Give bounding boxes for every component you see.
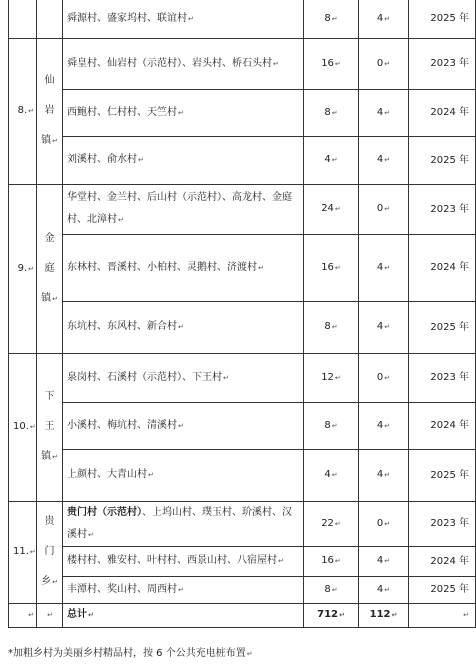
villages-cell: [63, 234, 304, 301]
villages-text: 小溪村、梅坑村、清溪村: [67, 419, 177, 431]
spots-value: 4: [376, 583, 384, 595]
villages-cell: [63, 449, 304, 501]
table-row: [9, 301, 476, 353]
table-row: [9, 184, 476, 234]
town-char: 下: [44, 391, 55, 402]
year-value: 2024 年: [430, 555, 469, 567]
piles-value: 8: [324, 583, 331, 595]
year-cell: [409, 234, 476, 301]
spots-value: 0: [376, 517, 384, 529]
table-row: [9, 576, 476, 603]
town-cell: [37, 38, 63, 184]
footnote-text: *加粗乡村为美丽乡村精品村，按 6 个公共充电桩布置: [8, 648, 246, 659]
year-value: 2023 年: [430, 518, 469, 529]
spots-cell: [359, 546, 409, 576]
no-cell: [9, 184, 37, 353]
spots-value: 4: [376, 261, 384, 273]
total-spots-cell: [359, 603, 409, 627]
para-mark: ↵: [334, 263, 341, 272]
para-mark: ↵: [148, 471, 154, 479]
town-char: 门: [44, 546, 55, 557]
para-mark: ↵: [47, 611, 53, 619]
villages-text: 、上坞山村、璞玉村、玠溪村、汉溪村: [67, 506, 292, 540]
para-mark: ↵: [28, 264, 34, 273]
villages-cell: [63, 301, 304, 353]
villages-cell: [63, 501, 304, 546]
para-mark: ↵: [331, 14, 338, 23]
row-number: 11.: [13, 546, 29, 557]
para-mark: ↵: [334, 59, 341, 68]
year-cell: [409, 301, 476, 353]
year-value: 2025 年: [430, 469, 469, 481]
spots-value: 4: [376, 106, 384, 118]
piles-value: 16: [321, 57, 334, 69]
spots-cell: [359, 89, 409, 136]
para-mark: ↵: [118, 216, 124, 224]
table-row: [9, 501, 476, 546]
total-row: [9, 603, 476, 627]
spots-value: 0: [376, 203, 384, 214]
para-mark: ↵: [384, 323, 391, 331]
para-mark: ↵: [88, 530, 94, 539]
para-mark: ↵: [246, 650, 253, 658]
town-char: 镇: [41, 451, 52, 462]
year-cell: [409, 89, 476, 136]
villages-text: 西鲍村、仁村村、天竺村: [67, 106, 177, 118]
para-mark: ↵: [331, 585, 338, 594]
year-value: 2025 年: [430, 584, 469, 595]
spots-value: 4: [376, 555, 384, 566]
para-mark: ↵: [334, 557, 341, 565]
para-mark: ↵: [384, 14, 391, 23]
piles-cell: [304, 301, 359, 353]
spots-value: 0: [376, 57, 384, 69]
year-cell: [409, 38, 476, 89]
total-piles-cell: [304, 603, 359, 627]
piles-cell: [304, 546, 359, 576]
para-mark: ↵: [331, 471, 338, 479]
town-char: 金: [44, 232, 55, 244]
town-char: 仙: [44, 75, 55, 86]
row-number: 9.: [17, 262, 28, 274]
year-cell: [409, 449, 476, 501]
para-mark: ↵: [188, 14, 194, 23]
para-mark: ↵: [278, 557, 284, 565]
villages-text: 丰潭村、奖山村、周西村: [67, 583, 177, 595]
no-cell: [9, 353, 37, 501]
year-cell: [409, 501, 476, 546]
year-cell: [409, 184, 476, 234]
town-cell: [37, 353, 63, 501]
villages-cell: [63, 136, 304, 184]
para-mark: ↵: [52, 294, 58, 303]
spots-cell: [359, 501, 409, 546]
table-row: [9, 89, 476, 136]
table-row: [9, 402, 476, 449]
para-mark: ↵: [391, 611, 398, 619]
no-cell: [9, 38, 37, 184]
piles-cell: [304, 38, 359, 89]
piles-value: 16: [321, 555, 334, 566]
para-mark: ↵: [384, 156, 391, 164]
year-value: 2024 年: [430, 420, 469, 431]
year-value: 2023 年: [430, 203, 469, 215]
para-mark: ↵: [384, 263, 391, 272]
piles-value: 12: [321, 371, 334, 383]
piles-value: 8: [324, 12, 331, 24]
villages-cell: [63, 546, 304, 576]
para-mark: ↵: [331, 108, 338, 117]
total-spots-value: 112: [369, 609, 391, 620]
villages-text: 楼村村、雅安村、叶村村、西景山村、八宿屋村: [67, 555, 277, 566]
no-cell: [9, 0, 37, 38]
piles-value: 8: [324, 321, 331, 332]
villages-text-bold: 贵门村（示范村）: [67, 506, 142, 518]
town-char: 王: [44, 421, 55, 432]
town-cell: [37, 603, 63, 627]
year-cell: [409, 603, 476, 627]
piles-cell: [304, 501, 359, 546]
town-char: 岩: [44, 105, 55, 116]
para-mark: ↵: [334, 205, 341, 213]
piles-value: 24: [321, 203, 334, 214]
year-value: 2025 年: [430, 154, 469, 166]
para-mark: ↵: [334, 519, 341, 528]
piles-value: 8: [324, 419, 331, 431]
piles-cell: [304, 234, 359, 301]
piles-value: 8: [324, 106, 331, 118]
villages-text: 东坑村、东风村、新合村: [67, 321, 177, 332]
piles-cell: [304, 402, 359, 449]
town-char: 贵: [44, 516, 55, 527]
table-row: [9, 136, 476, 184]
piles-cell: [304, 576, 359, 603]
spots-value: 4: [376, 419, 384, 431]
para-mark: ↵: [331, 156, 338, 164]
para-mark: ↵: [52, 578, 58, 586]
para-mark: ↵: [138, 156, 144, 164]
villages-cell: [63, 89, 304, 136]
table-row: [9, 38, 476, 89]
total-piles-value: 712: [317, 609, 338, 620]
para-mark: ↵: [223, 373, 229, 382]
piles-value: 4: [324, 469, 331, 480]
total-label-cell: [63, 603, 304, 627]
piles-cell: [304, 184, 359, 234]
para-mark: ↵: [331, 421, 338, 430]
year-cell: [409, 0, 476, 38]
para-mark: ↵: [29, 423, 36, 431]
no-cell: [9, 501, 37, 603]
year-value: 2023 年: [430, 372, 469, 383]
year-value: 2024 年: [430, 107, 469, 118]
para-mark: ↵: [334, 373, 341, 382]
table-row: [9, 234, 476, 301]
villages-text: 刘溪村、俞水村: [67, 154, 137, 165]
villages-text: 舜源村、盛家坞村、联谊村: [67, 12, 187, 24]
piles-cell: [304, 89, 359, 136]
piles-cell: [304, 449, 359, 501]
spots-value: 4: [376, 469, 384, 480]
spots-value: 0: [376, 371, 384, 383]
para-mark: ↵: [28, 611, 34, 619]
table-row: [9, 546, 476, 576]
para-mark: ↵: [384, 59, 391, 68]
piles-cell: [304, 353, 359, 402]
year-cell: [409, 353, 476, 402]
year-value: 2025 年: [430, 13, 469, 25]
year-cell: [409, 136, 476, 184]
para-mark: ↵: [384, 585, 391, 594]
villages-cell: [63, 38, 304, 89]
spots-cell: [359, 449, 409, 501]
spots-cell: [359, 234, 409, 301]
villages-text: 东林村、晋溪村、小柏村、灵鹅村、济渡村: [67, 261, 257, 273]
para-mark: ↵: [384, 471, 391, 479]
year-value: 2025 年: [430, 321, 469, 333]
year-value: 2023 年: [430, 58, 469, 69]
para-mark: ↵: [384, 205, 391, 213]
para-mark: ↵: [384, 108, 391, 117]
para-mark: ↵: [258, 263, 264, 272]
spots-cell: [359, 184, 409, 234]
spots-value: 4: [376, 12, 384, 24]
para-mark: ↵: [331, 323, 338, 331]
spots-cell: [359, 0, 409, 38]
para-mark: ↵: [178, 585, 184, 594]
spots-cell: [359, 38, 409, 89]
para-mark: ↵: [384, 557, 391, 565]
footnote: [8, 644, 253, 659]
villages-cell: [63, 576, 304, 603]
town-cell: [37, 501, 63, 603]
para-mark: ↵: [384, 373, 391, 382]
villages-cell: [63, 402, 304, 449]
table-row: [9, 353, 476, 402]
no-cell: [9, 603, 37, 627]
para-mark: ↵: [339, 611, 345, 619]
piles-cell: [304, 136, 359, 184]
town-cell: [37, 0, 63, 38]
para-mark: ↵: [29, 548, 36, 556]
year-cell: [409, 402, 476, 449]
row-number: 8.: [17, 105, 28, 116]
para-mark: ↵: [178, 108, 184, 117]
spots-cell: [359, 353, 409, 402]
spots-value: 4: [376, 154, 384, 165]
para-mark: ↵: [28, 107, 34, 115]
para-mark: ↵: [384, 421, 391, 430]
town-char: 镇: [41, 135, 52, 146]
villages-text: 华堂村、金兰村、后山村（示范村）、高龙村、金庭村、北漳村: [67, 192, 292, 225]
spots-value: 4: [376, 321, 384, 332]
para-mark: ↵: [273, 59, 279, 68]
para-mark: ↵: [384, 519, 391, 528]
piles-cell: [304, 0, 359, 38]
total-label: 总计: [67, 609, 87, 620]
villages-cell: [63, 353, 304, 402]
spots-cell: [359, 301, 409, 353]
town-cell: [37, 184, 63, 353]
para-mark: ↵: [52, 453, 58, 461]
villages-cell: [63, 0, 304, 38]
table-row: [9, 449, 476, 501]
spots-cell: [359, 136, 409, 184]
villages-text: 泉岗村、石溪村（示范村）、下王村: [67, 371, 222, 383]
year-value: 2024 年: [430, 262, 469, 273]
spots-cell: [359, 402, 409, 449]
villages-text: 舜皇村、仙岩村（示范村）、岩头村、桥石头村: [67, 57, 272, 69]
town-char: 镇: [41, 292, 52, 304]
para-mark: ↵: [178, 323, 184, 331]
year-cell: [409, 576, 476, 603]
table-row: [9, 0, 476, 38]
piles-value: 16: [321, 261, 334, 273]
para-mark: ↵: [52, 137, 58, 145]
villages-text: 上颜村、大青山村: [67, 469, 147, 480]
town-char: 庭: [44, 262, 55, 274]
para-mark: ↵: [88, 611, 94, 619]
spots-cell: [359, 576, 409, 603]
piles-value: 4: [324, 154, 331, 165]
piles-value: 22: [321, 517, 334, 529]
villages-cell: [63, 184, 304, 234]
charging-pile-table: [8, 0, 476, 628]
year-cell: [409, 546, 476, 576]
para-mark: ↵: [178, 421, 184, 430]
para-mark: ↵: [463, 611, 469, 619]
town-char: 乡: [41, 576, 52, 587]
row-number: 10.: [13, 421, 29, 432]
